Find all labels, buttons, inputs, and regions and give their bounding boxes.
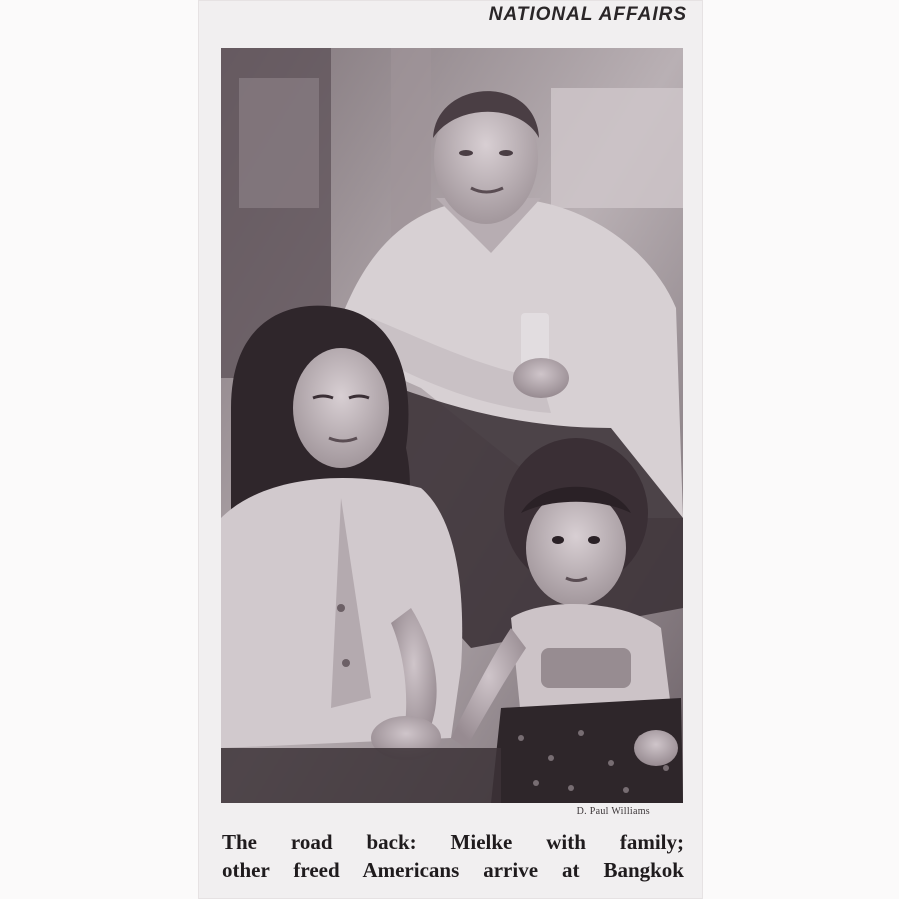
man-eye-left bbox=[459, 150, 473, 156]
family-photo-illustration bbox=[221, 48, 683, 803]
foreground-shadow bbox=[221, 748, 501, 803]
photo-credit: D. Paul Williams bbox=[576, 806, 650, 817]
man-eye-right bbox=[499, 150, 513, 156]
wall-panel bbox=[551, 88, 683, 208]
child-face bbox=[526, 490, 626, 606]
section-heading: NATIONAL AFFAIRS bbox=[488, 4, 687, 25]
caption-line-2: other freed Americans arrive at Bangkok bbox=[222, 858, 684, 882]
caption-line-1: The road back: Mielke with family; bbox=[222, 830, 684, 854]
photo-caption bbox=[222, 828, 684, 884]
blouse-button-2 bbox=[342, 659, 350, 667]
woman-face bbox=[293, 348, 389, 468]
news-photo bbox=[221, 48, 683, 803]
child-eye-left bbox=[552, 536, 564, 544]
child-shirt-print bbox=[541, 648, 631, 688]
child-eye-right bbox=[588, 536, 600, 544]
man-hand bbox=[513, 358, 569, 398]
window-pane bbox=[239, 78, 319, 208]
child-hand bbox=[634, 730, 678, 766]
blouse-button-1 bbox=[337, 604, 345, 612]
